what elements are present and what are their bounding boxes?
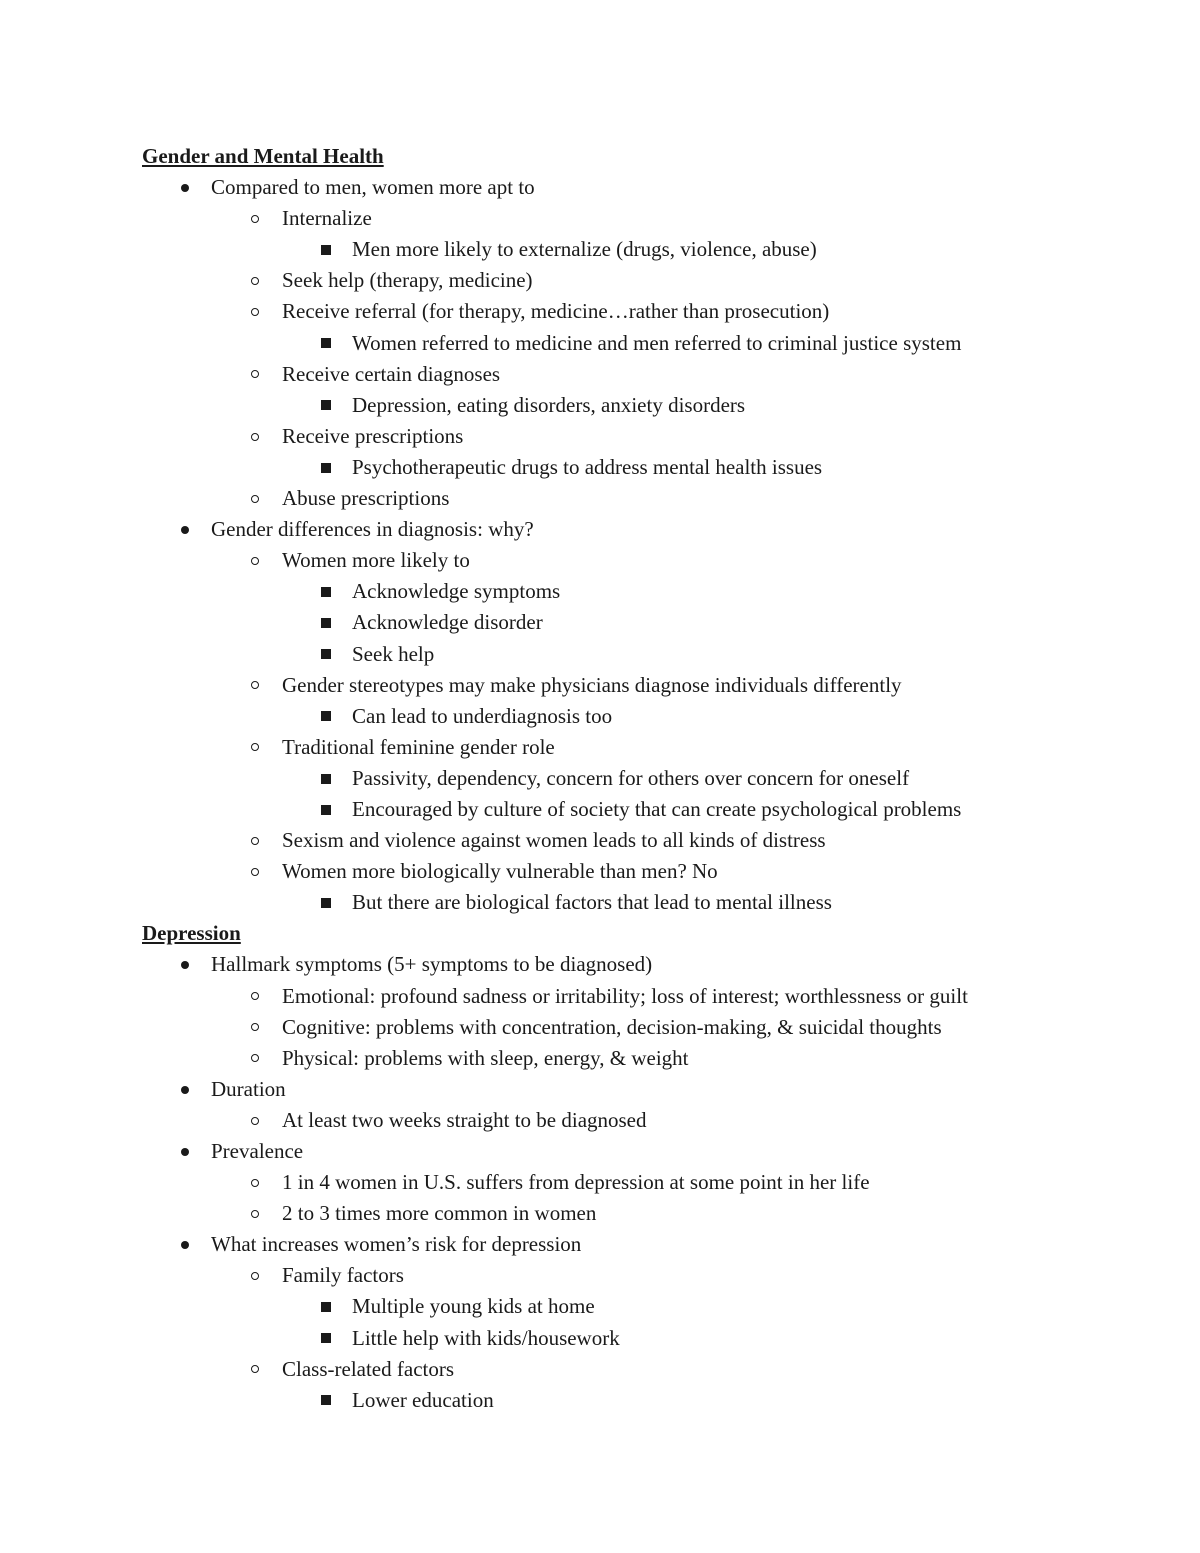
item-text: Receive certain diagnoses: [282, 361, 501, 386]
square-bullet-icon: [316, 639, 336, 670]
square-bullet-icon: [316, 328, 336, 359]
item-text: Acknowledge disorder: [352, 610, 543, 635]
outline-item-level-3: [142, 328, 1142, 359]
document-body: [142, 141, 1142, 1416]
item-text: Depression, eating disorders, anxiety disorders: [352, 392, 746, 417]
filled-circle-bullet-icon: [175, 1136, 195, 1167]
item-text: Hallmark symptoms (5+ symptoms to be diagnosed): [211, 952, 653, 977]
outline-item-level-3: [142, 1323, 1142, 1354]
square-bullet-icon: [316, 701, 336, 732]
item-text: Lower education: [352, 1387, 494, 1412]
outline-item-level-3: [142, 701, 1142, 732]
outline-item-level-2: [142, 265, 1142, 296]
outline-item-level-2: [142, 1043, 1142, 1074]
item-text: Physical: problems with sleep, energy, & weight: [282, 1045, 689, 1070]
hollow-circle-bullet-icon: [245, 421, 265, 452]
outline-item-level-1: [142, 1074, 1142, 1105]
hollow-circle-bullet-icon: [245, 670, 265, 701]
item-text: Passivity, dependency, concern for others over concern for oneself: [352, 765, 910, 790]
item-text: Women more biologically vulnerable than men? No: [282, 859, 718, 884]
hollow-circle-bullet-icon: [245, 1105, 265, 1136]
item-text: Acknowledge symptoms: [352, 579, 561, 604]
item-text: Gender differences in diagnosis: why?: [211, 517, 534, 542]
item-text: Traditional feminine gender role: [282, 734, 555, 759]
outline-item-level-2: [142, 296, 1142, 327]
outline-item-level-3: [142, 390, 1142, 421]
outline-item-level-2: [142, 1260, 1142, 1291]
section-heading: [142, 918, 1142, 949]
item-text: Cognitive: problems with concentration, decision-making, & suicidal thoughts: [282, 1014, 942, 1039]
hollow-circle-bullet-icon: [245, 1354, 265, 1385]
item-text: Men more likely to externalize (drugs, violence, abuse): [352, 237, 817, 262]
item-text: Prevalence: [211, 1139, 304, 1163]
hollow-circle-bullet-icon: [245, 1043, 265, 1074]
outline-item-level-3: [142, 1291, 1142, 1322]
hollow-circle-bullet-icon: [245, 981, 265, 1012]
item-text: Sexism and violence against women leads to all kinds of distress: [282, 828, 826, 853]
hollow-circle-bullet-icon: [245, 483, 265, 514]
hollow-circle-bullet-icon: [245, 1012, 265, 1043]
outline-item-level-2: [142, 856, 1142, 887]
item-text: 2 to 3 times more common in women: [282, 1201, 597, 1226]
outline-item-level-3: [142, 452, 1142, 483]
item-text: Can lead to underdiagnosis too: [352, 703, 613, 728]
square-bullet-icon: [316, 576, 336, 607]
outline-item-level-3: [142, 763, 1142, 794]
square-bullet-icon: [316, 1323, 336, 1354]
item-text: Family factors: [282, 1263, 404, 1288]
item-text: Gender stereotypes may make physicians diagnose individuals differently: [282, 672, 902, 697]
outline-item-level-2: [142, 825, 1142, 856]
square-bullet-icon: [316, 234, 336, 265]
hollow-circle-bullet-icon: [245, 1198, 265, 1229]
outline-item-level-2: [142, 1198, 1142, 1229]
outline-item-level-3: [142, 576, 1142, 607]
outline-item-level-3: [142, 234, 1142, 265]
outline-item-level-3: [142, 1385, 1142, 1416]
item-text: Encouraged by culture of society that can create psychological problems: [352, 796, 962, 821]
item-text: Emotional: profound sadness or irritability; loss of interest; worthlessness or guilt: [282, 983, 968, 1008]
outline-item-level-1: [142, 172, 1142, 203]
item-text: 1 in 4 women in U.S. suffers from depression at some point in her life: [282, 1170, 870, 1195]
outline-item-level-2: [142, 670, 1142, 701]
outline-item-level-2: [142, 1167, 1142, 1198]
outline-item-level-2: [142, 203, 1142, 234]
item-text: Duration: [211, 1076, 286, 1101]
outline-item-level-2: [142, 732, 1142, 763]
item-text: Psychotherapeutic drugs to address mental health issues: [352, 454, 823, 479]
item-text: Internalize: [282, 206, 372, 231]
heading-text: Gender and Mental Health: [142, 144, 384, 168]
filled-circle-bullet-icon: [175, 172, 195, 203]
filled-circle-bullet-icon: [175, 1074, 195, 1105]
outline-item-level-3: [142, 887, 1142, 918]
outline-item-level-3: [142, 607, 1142, 638]
square-bullet-icon: [316, 763, 336, 794]
outline-item-level-2: [142, 421, 1142, 452]
square-bullet-icon: [316, 607, 336, 638]
hollow-circle-bullet-icon: [245, 545, 265, 576]
section-heading: [142, 141, 1142, 172]
filled-circle-bullet-icon: [175, 1229, 195, 1260]
item-text: Multiple young kids at home: [352, 1294, 595, 1319]
hollow-circle-bullet-icon: [245, 825, 265, 856]
outline-item-level-2: [142, 1012, 1142, 1043]
outline-item-level-1: [142, 1229, 1142, 1260]
square-bullet-icon: [316, 794, 336, 825]
hollow-circle-bullet-icon: [245, 732, 265, 763]
hollow-circle-bullet-icon: [245, 203, 265, 234]
hollow-circle-bullet-icon: [245, 1260, 265, 1291]
outline-item-level-2: [142, 1105, 1142, 1136]
outline-item-level-1: [142, 514, 1142, 545]
square-bullet-icon: [316, 452, 336, 483]
hollow-circle-bullet-icon: [245, 296, 265, 327]
hollow-circle-bullet-icon: [245, 265, 265, 296]
heading-text: Depression: [142, 921, 241, 946]
hollow-circle-bullet-icon: [245, 1167, 265, 1198]
outline-item-level-3: [142, 794, 1142, 825]
item-text: What increases women’s risk for depression: [211, 1232, 582, 1257]
item-text: Little help with kids/housework: [352, 1325, 620, 1350]
item-text: Seek help (therapy, medicine): [282, 268, 533, 293]
outline-item-level-1: [142, 1136, 1142, 1167]
item-text: Women referred to medicine and men referred to criminal justice system: [352, 330, 962, 355]
outline-item-level-2: [142, 1354, 1142, 1385]
outline-item-level-2: [142, 359, 1142, 390]
item-text: Compared to men, women more apt to: [211, 175, 535, 200]
item-text: Receive referral (for therapy, medicine…rather than prosecution): [282, 299, 830, 324]
item-text: Women more likely to: [282, 548, 470, 573]
item-text: Seek help: [352, 641, 435, 666]
outline-item-level-2: [142, 483, 1142, 514]
item-text: Abuse prescriptions: [282, 486, 450, 511]
square-bullet-icon: [316, 390, 336, 421]
square-bullet-icon: [316, 887, 336, 918]
outline-item-level-2: [142, 981, 1142, 1012]
outline-item-level-3: [142, 639, 1142, 670]
filled-circle-bullet-icon: [175, 949, 195, 980]
hollow-circle-bullet-icon: [245, 359, 265, 390]
item-text: At least two weeks straight to be diagnosed: [282, 1107, 647, 1132]
item-text: Receive prescriptions: [282, 423, 464, 448]
hollow-circle-bullet-icon: [245, 856, 265, 887]
item-text: But there are biological factors that lead to mental illness: [352, 890, 832, 915]
filled-circle-bullet-icon: [175, 514, 195, 545]
square-bullet-icon: [316, 1291, 336, 1322]
outline-item-level-2: [142, 545, 1142, 576]
outline-item-level-1: [142, 949, 1142, 980]
item-text: Class-related factors: [282, 1356, 455, 1381]
square-bullet-icon: [316, 1385, 336, 1416]
